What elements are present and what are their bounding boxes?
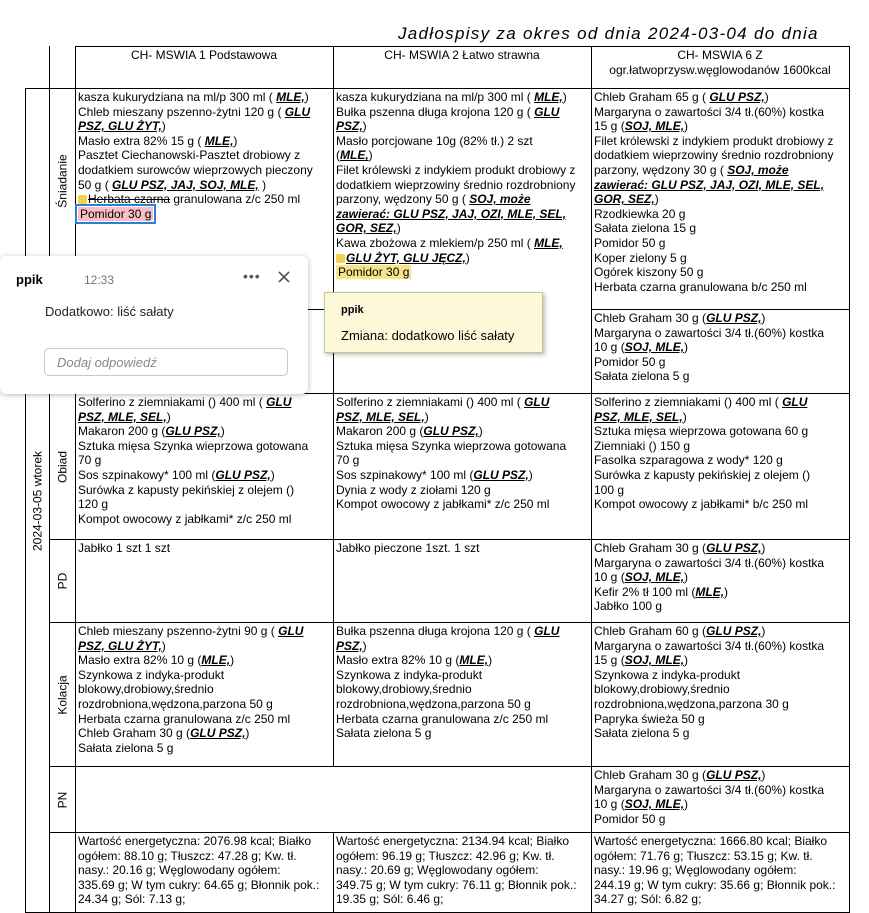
cell-pn-c3[interactable]: Chleb Graham 30 g (GLU PSZ,) Margaryna o zawartości 3/4 tł.(60%) kostka 10 g (SOJ, MLE,) Pomidor 50 g (592, 767, 850, 833)
date-label: 2024-03-05 wtorek (30, 450, 45, 551)
meal-label-pn: PN (55, 791, 70, 808)
header-row (26, 47, 850, 89)
corner-blank-2 (50, 47, 76, 89)
cell-nutrition-c1: Wartość energetyczna: 2076.98 kcal; Białko ogółem: 88.10 g; Tłuszcz: 47.28 g; Kw. tł. nasy.: 20.16 g; Węglowodany ogółem: 335.69 g; W tym cukry: 64.65 g; Błonnik pok.: 24.34 g; Sól: 7.13 g; (76, 833, 334, 913)
comment-marker-icon-2[interactable] (336, 254, 345, 263)
meal-row-pn (26, 767, 850, 833)
cell-kolacja-c1[interactable]: Chleb mieszany pszenno-żytni 90 g ( GLU PSZ, GLU ŻYT,) Masło extra 82% 10 g (MLE,) Szynkowa z indyka-produkt blokowy,drobiowy,średnio rozdrobniona,wędzona,parzona 50 g Herbata czarna granulowana z/c 250 ml Chleb Graham 30 g (GLU PSZ,) Sałata zielona 5 g (76, 623, 334, 767)
cell-obiad-c2[interactable]: Solferino z ziemniakami () 400 ml ( GLU PSZ, MLE, SEL,) Makaron 200 g (GLU PSZ,) Sztuka mięsa Szynka wieprzowa gotowana 70 g Sos szpinakowy* 100 ml (GLU PSZ,) Dynia z wody z ziołami 120 g Kompot owocowy z jabłkami* z/c 250 ml (334, 394, 592, 540)
meal-label-cell-pn (50, 767, 76, 833)
reply-input[interactable] (44, 348, 288, 376)
cell-kolacja-c2[interactable]: Bułka pszenna długa krojona 120 g ( GLU PSZ,) Masło extra 82% 10 g (MLE,) Szynkowa z indyka-produkt blokowy,drobiowy,średnio rozdrobniona,wędzona,parzona 50 g Herbata czarna granulowana z/c 250 ml Sałata zielona 5 g (334, 623, 592, 767)
cell-sniadanie-c1[interactable]: kasza kukurydziana na ml/p 300 ml ( MLE,) Chleb mieszany pszenno-żytni 120 g ( GLU PSZ, GLU ŻYT,) Masło extra 82% 15 g ( MLE,) Pasztet Ciechanowski-Pasztet drobiowy z dodatkiem surowców wieprzowych pieczony 50 g ( GLU PSZ, JAJ, SOJ, MLE, ) Herbata czarna granulowana z/c 250 ml Pomidor 30 g (76, 89, 334, 310)
cell-nutrition-c2: Wartość energetyczna: 2134.94 kcal; Białko ogółem: 96.19 g; Tłuszcz: 42.96 g; Kw. tł. nasy.: 20.69 g; Węglowodany ogółem: 349.75 g; W tym cukry: 76.11 g; Błonnik pok.: 19.35 g; Sól: 6.46 g; (334, 833, 592, 913)
menu-table (25, 46, 850, 913)
nutrition-row (26, 833, 850, 913)
document-title: Jadłospisy za okres od dnia 2024-03-04 do dnia (398, 24, 819, 43)
cell-sniadanie-c2[interactable]: kasza kukurydziana na ml/p 300 ml ( MLE,) Bułka pszenna długa krojona 120 g ( GLU PSZ,) Masło porcjowane 10g (82% tł.) 2 szt (MLE,) Filet królewski z indykiem produkt drobiowy z dodatkiem wieprzowiny średnio rozdrobniony parzony, wędzony 50 g ( SOJ, może zawierać: GLU PSZ, JAJ, OZI, MLE, SEL, GOR, SEZ,) Kawa zbożowa z mlekiem/p 250 ml ( MLE, GLU ŻYT, GLU JĘCZ,) Pomidor 30 g (334, 89, 592, 394)
meal-label-cell-obiad (50, 394, 76, 540)
nutrition-label-cell (50, 833, 76, 913)
pomidor-highlight[interactable]: Pomidor 30 g (338, 265, 410, 280)
comment-time: 12:33 (84, 273, 115, 287)
cell-obiad-c3[interactable]: Solferino z ziemniakami () 400 ml ( GLU PSZ, MLE, SEL,) Sztuka mięsa wieprzowa gotowana 60 g Ziemniaki () 150 g Fasolka szparagowa z wody* 120 g Surówka z kapusty pekińskiej z olejem () 100 g Kompot owocowy z jabłkami* b/c 250 ml (592, 394, 850, 540)
cell-obiad-c1[interactable]: Solferino z ziemniakami () 400 ml ( GLU PSZ, MLE, SEL,) Makaron 200 g (GLU PSZ,) Sztuka mięsa Szynka wieprzowa gotowana 70 g Sos szpinakowy* 100 ml (GLU PSZ,) Surówka z kapusty pekińskiej z olejem () 120 g Kompot owocowy z jabłkami* z/c 250 ml (76, 394, 334, 540)
ellipsis-icon[interactable]: ••• (243, 268, 261, 284)
tooltip-author: ppik (341, 304, 364, 316)
cell-pn-c1c2[interactable] (76, 767, 592, 833)
cell-nutrition-c3: Wartość energetyczna: 1666.80 kcal; Białko ogółem: 71.76 g; Tłuszcz: 53.15 g; Kw. tł. nasy.: 19.96 g; Węglowodany ogółem: 244.19 g; W tym cukry: 35.66 g; Błonnik pok.: 34.27 g; Sól: 6.82 g; (592, 833, 850, 913)
comment-text: Dodatkowo: liść sałaty (45, 304, 174, 319)
cell-kolacja-c3[interactable]: Chleb Graham 60 g (GLU PSZ,) Margaryna o zawartości 3/4 tł.(60%) kostka 15 g (SOJ, MLE,) Szynkowa z indyka-produkt blokowy,drobiowy,średnio rozdrobniona,wędzona,parzona 30 g Papryka świeża 50 g Sałata zielona 5 g (592, 623, 850, 767)
corner-blank (26, 47, 50, 89)
column-header-3: CH- MSWIA 6 Z ogr.łatwoprzysw.węglowodanów 1600kcal (592, 47, 850, 89)
meal-label-obiad: Obiad (55, 450, 70, 483)
change-tooltip (324, 292, 543, 353)
comment-marker-icon[interactable] (78, 195, 87, 204)
comment-card[interactable] (0, 256, 308, 394)
meal-label-cell-kolacja (50, 623, 76, 767)
cell-pd-c2[interactable]: Jabłko pieczone 1szt. 1 szt (334, 540, 592, 623)
meal-label-kolacja: Kolacja (55, 674, 70, 715)
pomidor-highlight-selected[interactable]: Pomidor 30 g (80, 206, 152, 221)
meal-label-sniadanie: Śniadanie (55, 154, 70, 208)
meal-label-pd: PD (55, 572, 70, 590)
meal-row-obiad (26, 394, 850, 540)
close-icon[interactable] (276, 269, 292, 285)
cell-sniadanie-c3[interactable]: Chleb Graham 65 g ( GLU PSZ,) Margaryna o zawartości 3/4 tł.(60%) kostka 15 g (SOJ, MLE,) Filet królewski z indykiem produkt drobiowy z dodatkiem wieprzowiny średnio rozdrobniony parzony, wędzony 30 g ( SOJ, może zawierać: GLU PSZ, JAJ, OZI, MLE, SEL, GOR, SEZ,) Rzodkiewka 20 g Sałata zielona 15 g Pomidor 50 g Koper zielony 5 g Ogórek kiszony 50 g Herbata czarna granulowana b/c 250 ml (592, 89, 850, 310)
cell-pd-c1[interactable]: Jabłko 1 szt 1 szt (76, 540, 334, 623)
date-cell (26, 89, 50, 913)
cell-pd-c3[interactable]: Chleb Graham 30 g (GLU PSZ,) Margaryna o zawartości 3/4 tł.(60%) kostka 10 g (SOJ, MLE,) Kefir 2% tł 100 ml (MLE,) Jabłko 100 g (592, 540, 850, 623)
meal-row-kolacja (26, 623, 850, 767)
cell-second-c3[interactable]: Chleb Graham 30 g (GLU PSZ,) Margaryna o zawartości 3/4 tł.(60%) kostka 10 g (SOJ, MLE,) Pomidor 50 g Sałata zielona 5 g (592, 310, 850, 394)
tooltip-text: Zmiana: dodatkowo liść sałaty (341, 328, 515, 343)
column-header-2: CH- MSWIA 2 Łatwo strawna (334, 47, 592, 89)
column-header-1: CH- MSWIA 1 Podstawowa (76, 47, 334, 89)
meal-label-cell-pd (50, 540, 76, 623)
comment-author: ppik (16, 272, 43, 287)
meal-row-pd (26, 540, 850, 623)
